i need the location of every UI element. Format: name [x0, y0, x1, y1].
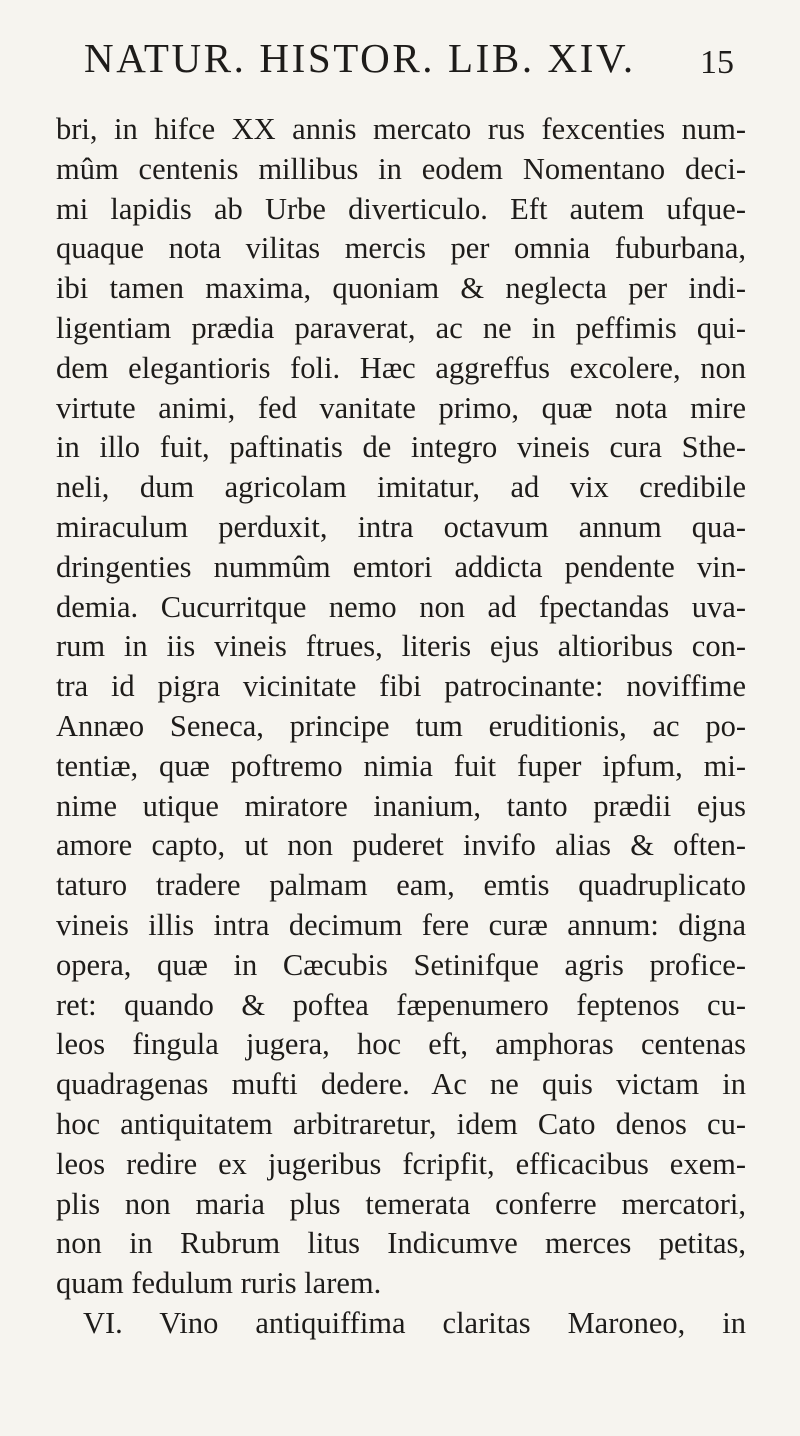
text-line: dem elegantioris foli. Hæc aggreffus excolere, non	[56, 350, 746, 385]
text-line: Annæo Seneca, principe tum eruditionis, ac po-	[56, 708, 746, 743]
running-title: NATUR. HISTOR. LIB. XIV.	[84, 35, 636, 81]
text-line: nime utique miratore inanium, tanto prædii ejus	[56, 788, 746, 823]
text-line: quaque nota vilitas mercis per omnia fuburbana,	[56, 231, 746, 266]
text-line: tentiæ, quæ poftremo nimia fuit fuper ipfum, mi-	[56, 748, 746, 783]
text-line: plis non maria plus temerata conferre mercatori,	[56, 1186, 746, 1221]
text-line: vineis illis intra decimum fere curæ annum: digna	[56, 907, 746, 942]
text-line: virtute animi, fed vanitate primo, quæ nota mire	[56, 390, 746, 425]
text-line: bri, in hifce XX annis mercato rus fexcenties num-	[56, 112, 746, 146]
running-head	[84, 32, 734, 88]
text-line: hoc antiquitatem arbitraretur, idem Cato denos cu-	[56, 1106, 746, 1141]
text-line: mûm centenis millibus in eodem Nomentano deci-	[56, 151, 746, 186]
text-line: rum in iis vineis ftrues, literis ejus altioribus con-	[56, 629, 746, 664]
text-line: dringenties nummûm emtori addicta pendente vin-	[56, 549, 746, 584]
text-line: opera, quæ in Cæcubis Setinifque agris profice-	[56, 947, 746, 982]
text-line: leos fingula jugera, hoc eft, amphoras centenas	[56, 1027, 746, 1062]
text-line: tra id pigra vicinitate fibi patrocinante: noviffime	[56, 669, 746, 704]
text-line: ligentiam prædia paraverat, ac ne in peffimis qui-	[56, 310, 746, 345]
section-start-line: VI. Vino antiquiffima claritas Maroneo, in	[83, 1305, 746, 1340]
text-line: leos redire ex jugeribus fcripfit, efficacibus exem-	[56, 1146, 746, 1181]
text-line: taturo tradere palmam eam, emtis quadruplicato	[56, 868, 746, 903]
body-text	[56, 110, 746, 1344]
text-line: mi lapidis ab Urbe diverticulo. Eft autem ufque-	[56, 191, 746, 226]
text-line: neli, dum agricolam imitatur, ad vix credibile	[56, 470, 746, 505]
text-line: ibi tamen maxima, quoniam & neglecta per indi-	[56, 271, 746, 306]
text-line: non in Rubrum litus Indicumve merces petitas,	[56, 1226, 746, 1261]
text-line: miraculum perduxit, intra octavum annum qua-	[56, 509, 746, 544]
text-line: ret: quando & poftea fæpenumero feptenos cu-	[56, 987, 746, 1022]
paragraph-end-line: quam fedulum ruris larem.	[56, 1266, 382, 1301]
text-line: amore capto, ut non puderet invifo alias & often-	[56, 828, 746, 863]
text-line: quadragenas mufti dedere. Ac ne quis victam in	[56, 1067, 746, 1102]
text-line: demia. Cucurritque nemo non ad fpectandas uva-	[56, 589, 746, 624]
text-line: in illo fuit, paftinatis de integro vineis cura Sthe-	[56, 430, 746, 465]
page-number: 15	[700, 44, 734, 81]
